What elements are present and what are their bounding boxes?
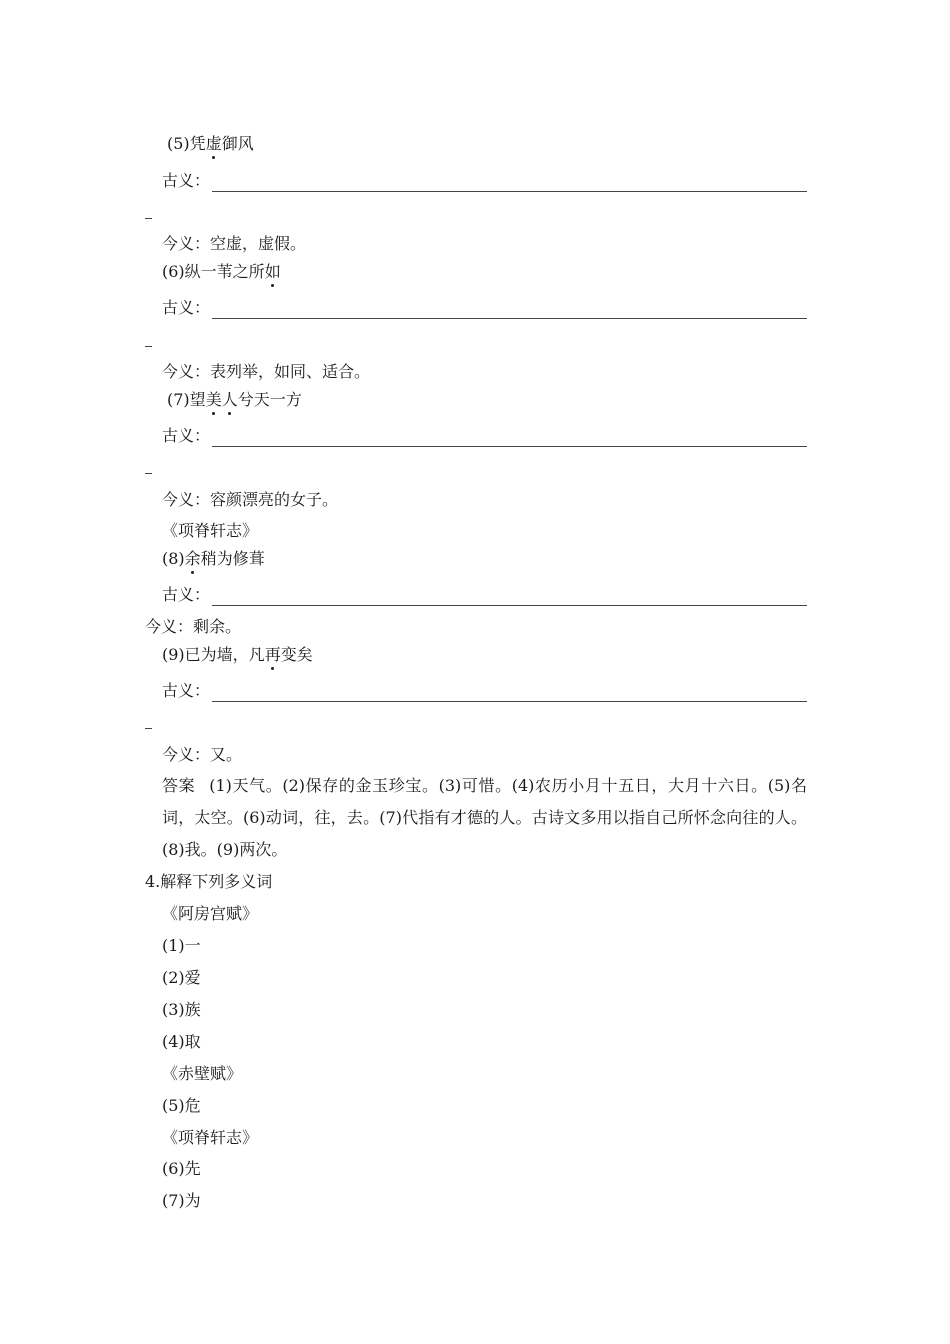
section-heading: 《项脊轩志》 <box>162 1128 259 1147</box>
item-9-phrase: (9)已为墙，凡再变矣 <box>162 645 313 664</box>
q4-title: 4.解释下列多义词 <box>145 872 273 891</box>
item-6-phrase: (6)纵一苇之所如 <box>162 262 281 281</box>
q4-word: (7)为 <box>162 1191 201 1210</box>
item-7-jin: 今义：容颜漂亮的女子。 <box>162 490 339 509</box>
section-heading: 《项脊轩志》 <box>162 521 259 540</box>
item-9-gu-field[interactable]: 古义： <box>162 680 807 702</box>
item-9-jin: 今义：又。 <box>162 745 243 764</box>
emphasis-char: 再 <box>264 645 281 664</box>
item-6-jin: 今义：表列举，如同、适合。 <box>162 362 371 381</box>
answer-text: (1)天气。(2)保存的金玉珍宝。(3)可惜。(4)农历小月十五日，大月十六日。(5)名词，太空。(6)动词，往，去。(7)代指有才德的人。古诗文多用以指自己所怀念向往的人。(8)我。(9)两次。 <box>162 776 807 859</box>
item-8-jin: 今义：剩余。 <box>145 617 242 636</box>
item-5-jin: 今义：空虚，虚假。 <box>162 234 307 253</box>
answer-blank[interactable] <box>212 684 807 702</box>
item-5-phrase: (5)凭虚御风 <box>167 134 254 153</box>
item-8-gu-field[interactable]: 古义： <box>162 584 807 606</box>
emphasis-char: 美 <box>205 390 222 409</box>
q4-word: (1)一 <box>162 936 201 955</box>
answer-blank[interactable] <box>212 429 807 447</box>
emphasis-char: 人 <box>221 390 238 409</box>
item-7-gu-field[interactable]: 古义： <box>162 425 807 447</box>
item-5-gu-field[interactable]: 古义： <box>162 170 807 192</box>
line-dash <box>145 218 152 219</box>
q4-word: (2)爱 <box>162 968 201 987</box>
line-dash <box>145 473 152 474</box>
q4-word: (5)危 <box>162 1096 201 1115</box>
answer-label: 答案 <box>162 776 196 795</box>
answer-blank[interactable] <box>212 174 807 192</box>
item-8-phrase: (8)余稍为修葺 <box>162 549 265 568</box>
q4-word: (3)族 <box>162 1000 201 1019</box>
item-7-phrase: (7)望美人兮天一方 <box>167 390 302 409</box>
section-heading: 《赤壁赋》 <box>162 1064 243 1083</box>
emphasis-char: 余 <box>184 549 201 568</box>
line-dash <box>145 346 152 347</box>
emphasis-char: 如 <box>264 262 281 281</box>
section-heading: 《阿房宫赋》 <box>162 904 259 923</box>
line-dash <box>145 728 152 729</box>
item-6-gu-field[interactable]: 古义： <box>162 297 807 319</box>
emphasis-char: 虚 <box>205 134 222 153</box>
q4-word: (4)取 <box>162 1032 201 1051</box>
answer-blank[interactable] <box>212 301 807 319</box>
answer-blank[interactable] <box>212 588 807 606</box>
q4-word: (6)先 <box>162 1159 201 1178</box>
answer-block <box>162 770 807 866</box>
